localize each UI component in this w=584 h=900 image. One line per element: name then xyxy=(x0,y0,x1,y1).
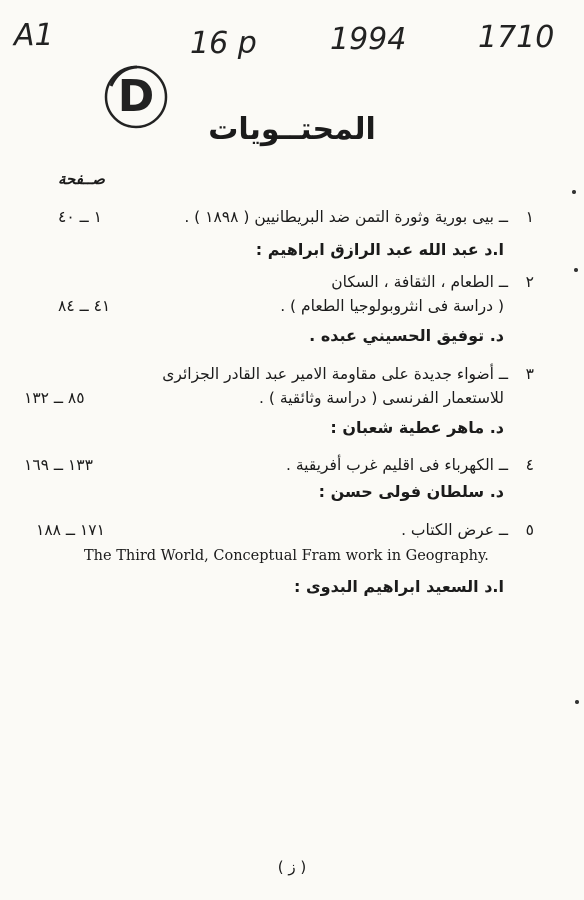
scan-speck xyxy=(574,268,578,272)
toc-entry-5-number: ٥ xyxy=(525,521,534,539)
scan-speck xyxy=(572,190,576,194)
toc-entry-4-number: ٤ xyxy=(525,456,534,474)
toc-entry-1-author: ا.د عبد الله عبد الرازق ابراهيم : xyxy=(255,240,504,259)
stamp-letter: D xyxy=(117,71,155,122)
handwritten-note-number: 1710 xyxy=(478,20,555,55)
toc-entry-2-title-line1: ــ الطعام ، الثقافة ، السكان xyxy=(331,273,508,291)
toc-entry-2-pages: ٤١ ــ ٨٤ xyxy=(58,297,111,315)
scan-speck xyxy=(575,700,579,704)
toc-entry-4-pages: ١٣٣ ــ ١٦٩ xyxy=(24,456,93,474)
toc-entry-5-author: ا.د السعيد ابراهيم البدوى : xyxy=(293,577,504,596)
page-title: المحتــويات xyxy=(208,112,376,147)
page-column-header: صــفحة xyxy=(58,170,105,188)
toc-entry-3-number: ٣ xyxy=(525,365,534,383)
toc-entry-3-title-line2: للاستعمار الفرنسى ( دراسة وثائقية ) . xyxy=(258,389,504,407)
page-number-footer: ( ز ) xyxy=(277,858,307,876)
toc-entry-1-number: ١ xyxy=(525,208,534,226)
toc-entry-5-title: ــ عرض الكتاب . xyxy=(401,521,508,539)
toc-entry-2-author: د. توفيق الحسيني عبده . xyxy=(309,326,504,345)
handwritten-note-16p: 16 p xyxy=(190,26,257,61)
toc-entry-4-title: ــ الكهرباء فى اقليم غرب أفريقية . xyxy=(285,456,508,474)
toc-entry-3-pages: ٨٥ ــ ١٣٢ xyxy=(24,389,85,407)
toc-entry-5-pages: ١٧١ ــ ١٨٨ xyxy=(36,521,105,539)
toc-entry-5-english-title: The Third World, Conceptual Fram work in Geography. xyxy=(84,548,489,564)
toc-entry-3-title-line1: ــ أضواء جديدة على مقاومة الامير عبد القادر الجزائرى xyxy=(162,365,508,383)
handwritten-note-year: 1994 xyxy=(330,22,407,57)
toc-entry-2-title-line2: ( دراسة فى انثروبولوجيا الطعام ) . xyxy=(280,297,504,315)
handwritten-note-a1: A1 xyxy=(14,18,54,53)
toc-entry-4-author: د. سلطان فولى حسن : xyxy=(318,482,504,501)
toc-entry-1-title: ــ بيى بورية وثورة التمن ضد البريطانيين ( ١٨٩٨ ) . xyxy=(184,208,508,226)
toc-entry-3-author: د. ماهر عطية شعبان : xyxy=(330,418,504,437)
toc-entry-2-number: ٢ xyxy=(525,273,534,291)
toc-entry-1-pages: ١ ــ ٤٠ xyxy=(58,208,102,226)
